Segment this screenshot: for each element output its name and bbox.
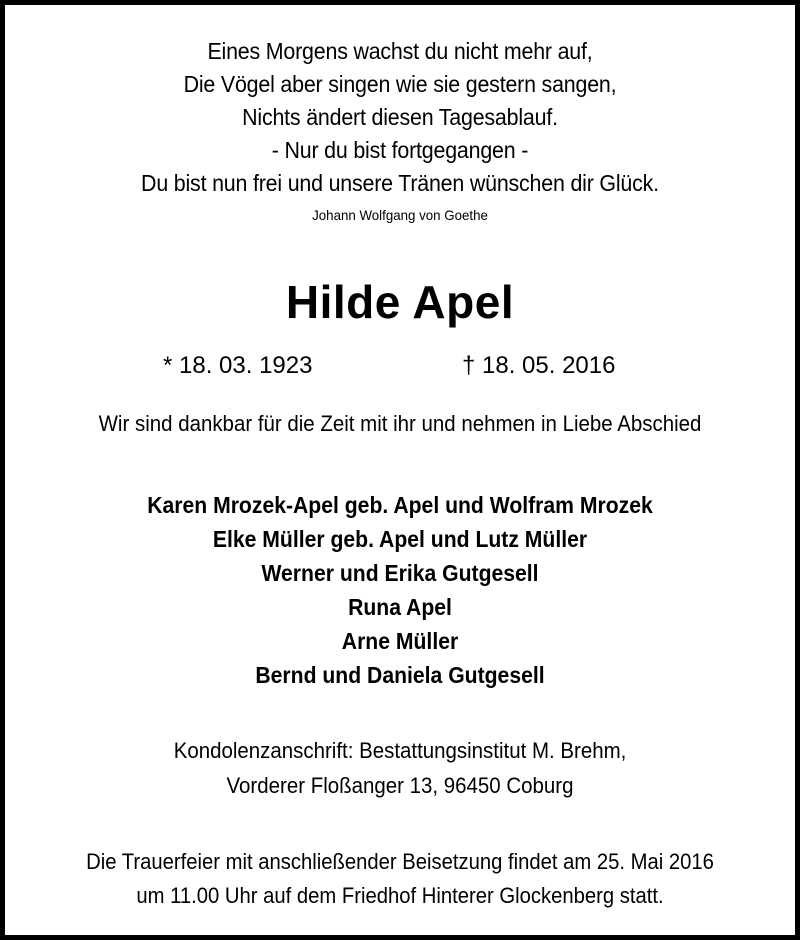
funeral-info-line1: Die Trauerfeier mit anschließender Beisetzung findet am 25. Mai 2016 (86, 849, 714, 874)
funeral-info-line2: um 11.00 Uhr auf dem Friedhof Hinterer Glockenberg statt. (136, 883, 664, 908)
mourner-line: Elke Müller geb. Apel und Lutz Müller (212, 526, 588, 552)
mourner-line: Werner und Erika Gutgesell (261, 560, 539, 586)
condolence-address-line2: Vorderer Floßanger 13, 96450 Coburg (226, 773, 574, 798)
poem-line: Du bist nun frei und unsere Tränen wünschen dir Glück. (141, 170, 659, 196)
poem-line: - Nur du bist fortgegangen - (271, 137, 529, 163)
mourner-line: Karen Mrozek-Apel geb. Apel und Wolfram Mrozek (147, 492, 653, 518)
poem-line: Eines Morgens wachst du nicht mehr auf, (207, 38, 593, 64)
mourner-line: Runa Apel (348, 594, 452, 620)
farewell-text: Wir sind dankbar für die Zeit mit ihr und nehmen in Liebe Abschied (98, 411, 702, 436)
mourner-line: Bernd und Daniela Gutgesell (255, 662, 545, 688)
death-date: † 18. 05. 2016 (462, 352, 616, 379)
deceased-name: Hilde Apel (285, 276, 515, 328)
poem-line: Nichts ändert diesen Tagesablauf. (242, 104, 558, 130)
poem-author: Johann Wolfgang von Goethe (312, 207, 488, 223)
birth-date: * 18. 03. 1923 (163, 352, 313, 379)
mourner-line: Arne Müller (341, 628, 459, 654)
condolence-address-line1: Kondolenzanschrift: Bestattungsinstitut M. Brehm, (173, 738, 627, 763)
poem-line: Die Vögel aber singen wie sie gestern sangen, (183, 71, 617, 97)
